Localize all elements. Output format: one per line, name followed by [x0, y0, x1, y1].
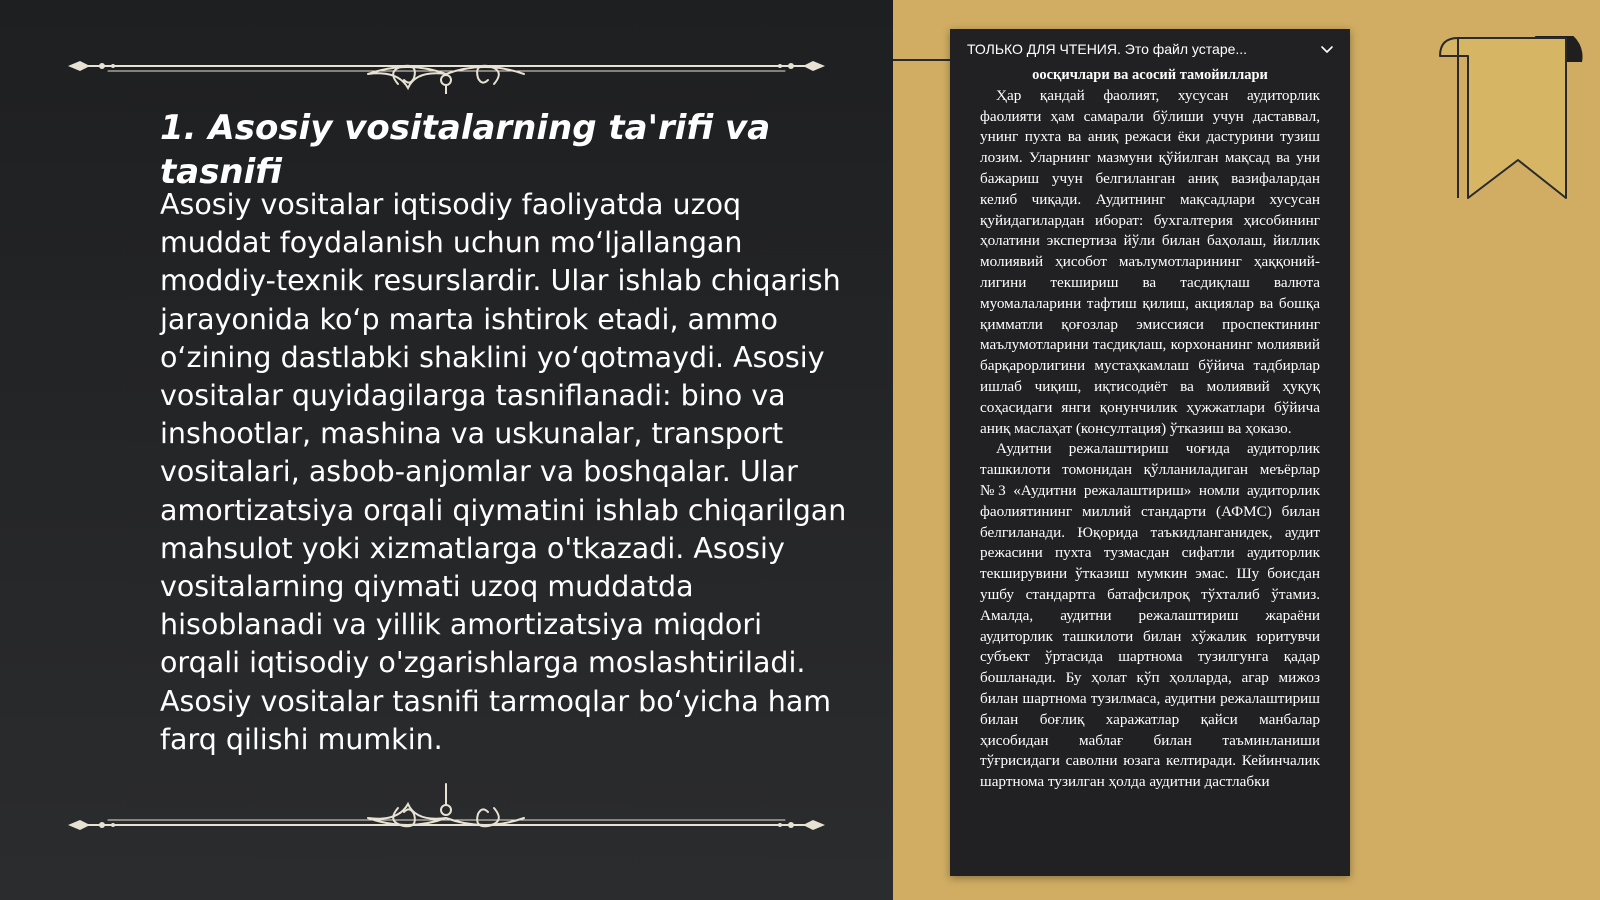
reader-heading: оосқичлари ва асосий тамойиллари	[1032, 67, 1268, 83]
bookmark-ribbon-icon	[1436, 36, 1586, 206]
document-reader-panel[interactable]	[950, 29, 1350, 876]
reader-paragraph: Ҳар қандай фаолият, хусусан аудиторлик фаолияти ҳам самарали бўлиши учун даставвал, унинг пухта ва аниқ режаси ёки дастурини тузиш лозим. Уларнинг мазмуни қўйилган мақсад ва уни бажариш учун белгиланган аниқ вазифалардан келиб чиқади. Аудитнинг мақсадлари хусусан қуйидагилардан иборат: бухгалтерия ҳисобининг ҳолатини экспертиза йўли билан баҳолаш, йиллик молиявий ҳисобот маълумотларининг ҳаққоний-лигини текшириш ва тасдиқлаш валюта муомалаларини тафтиш қилиш, акциялар ва бошқа қимматли қоғозлар эмиссияси проспектининг маълумотларини тасдиқлаш, корхонанинг молиявий барқарорлигини мустаҳкамлаш бўйича тадбирлар ишлаб чиқиш, иқтисодиёт ва молиявий ҳуқуқ соҳасидаги янги қонунчилик ҳужжатлари бўйича аниқ маслаҳат (консултация) ўтказиш ва ҳоказо.	[980, 86, 1320, 437]
ornamental-divider-bottom-icon	[68, 780, 825, 830]
reader-document-body	[950, 65, 1350, 793]
panel-divider-line	[893, 59, 953, 61]
slide-body-text: Asosiy vositalar iqtisodiy faoliyatda uzoq muddat foydalanish uchun moʻljallangan moddiy-texnik resurslardir. Ular ishlab chiqarish jarayonida koʻp marta ishtirok etadi, ammo oʻzining dastlabki shaklini yoʻqotmaydi. Asosiy vositalar quyidagilarga tasniflanadi: bino va inshootlar, mashina va uskunalar, transport vositalari, asbob-anjomlar va boshqalar. Ular amortizatsiya orqali qiymatini ishlab chiqarilgan mahsulot yoki xizmatlarga o'tkazadi. Asosiy vositalarning qiymati uzoq muddatda hisoblanadi va yillik amortizatsiya miqdori orqali iqtisodiy o'zgarishlarga moslashtiriladi. Asosiy vositalar tasnifi tarmoqlar boʻyicha ham farq qilishi mumkin.	[160, 188, 847, 756]
reader-paragraph: Аудитни режалаштириш чоғида аудиторлик ташкилоти томонидан қўлланиладиган меъёрлар №3 «Аудитни режалаштириш» номли аудиторлик фаолиятининг миллий стандарти (АФМС) билан белгиланади. Юқорида таъкидланганидек, аудит режасини пухта тузмасдан сифатли аудиторлик текширувини ўтказиш мумкин эмас. Шу боисдан ушбу стандартга батафсилроқ тўхталиб ўтамиз. Амалда, аудитни режалаштириш жараёни аудиторлик ташкилоти билан хўжалик юритувчи субъект ўртасида шартнома тузилгунга қадар бошланади. Бу ҳолат кўп ҳолларда, агар мижоз билан шартнома тузилмаса, аудитни режалаштириш билан боғлиқ харажатлар қайси манбалар ҳисобидан маблағ билан таъминланиши тўғрисидаги саволни юзага келтиради. Кейинчалик шартнома тузилган ҳолда аудитни дастлабки	[980, 440, 1320, 791]
read-only-banner[interactable]	[950, 29, 1350, 69]
read-only-banner-text: ТОЛЬКО ДЛЯ ЧТЕНИЯ. Это файл устаре...	[967, 41, 1248, 57]
chevron-down-icon[interactable]	[1320, 42, 1334, 56]
ornamental-divider-top-icon	[68, 44, 825, 94]
slide-title: 1. Asosiy vositalarning ta'rifi va tasnifi	[160, 108, 771, 192]
